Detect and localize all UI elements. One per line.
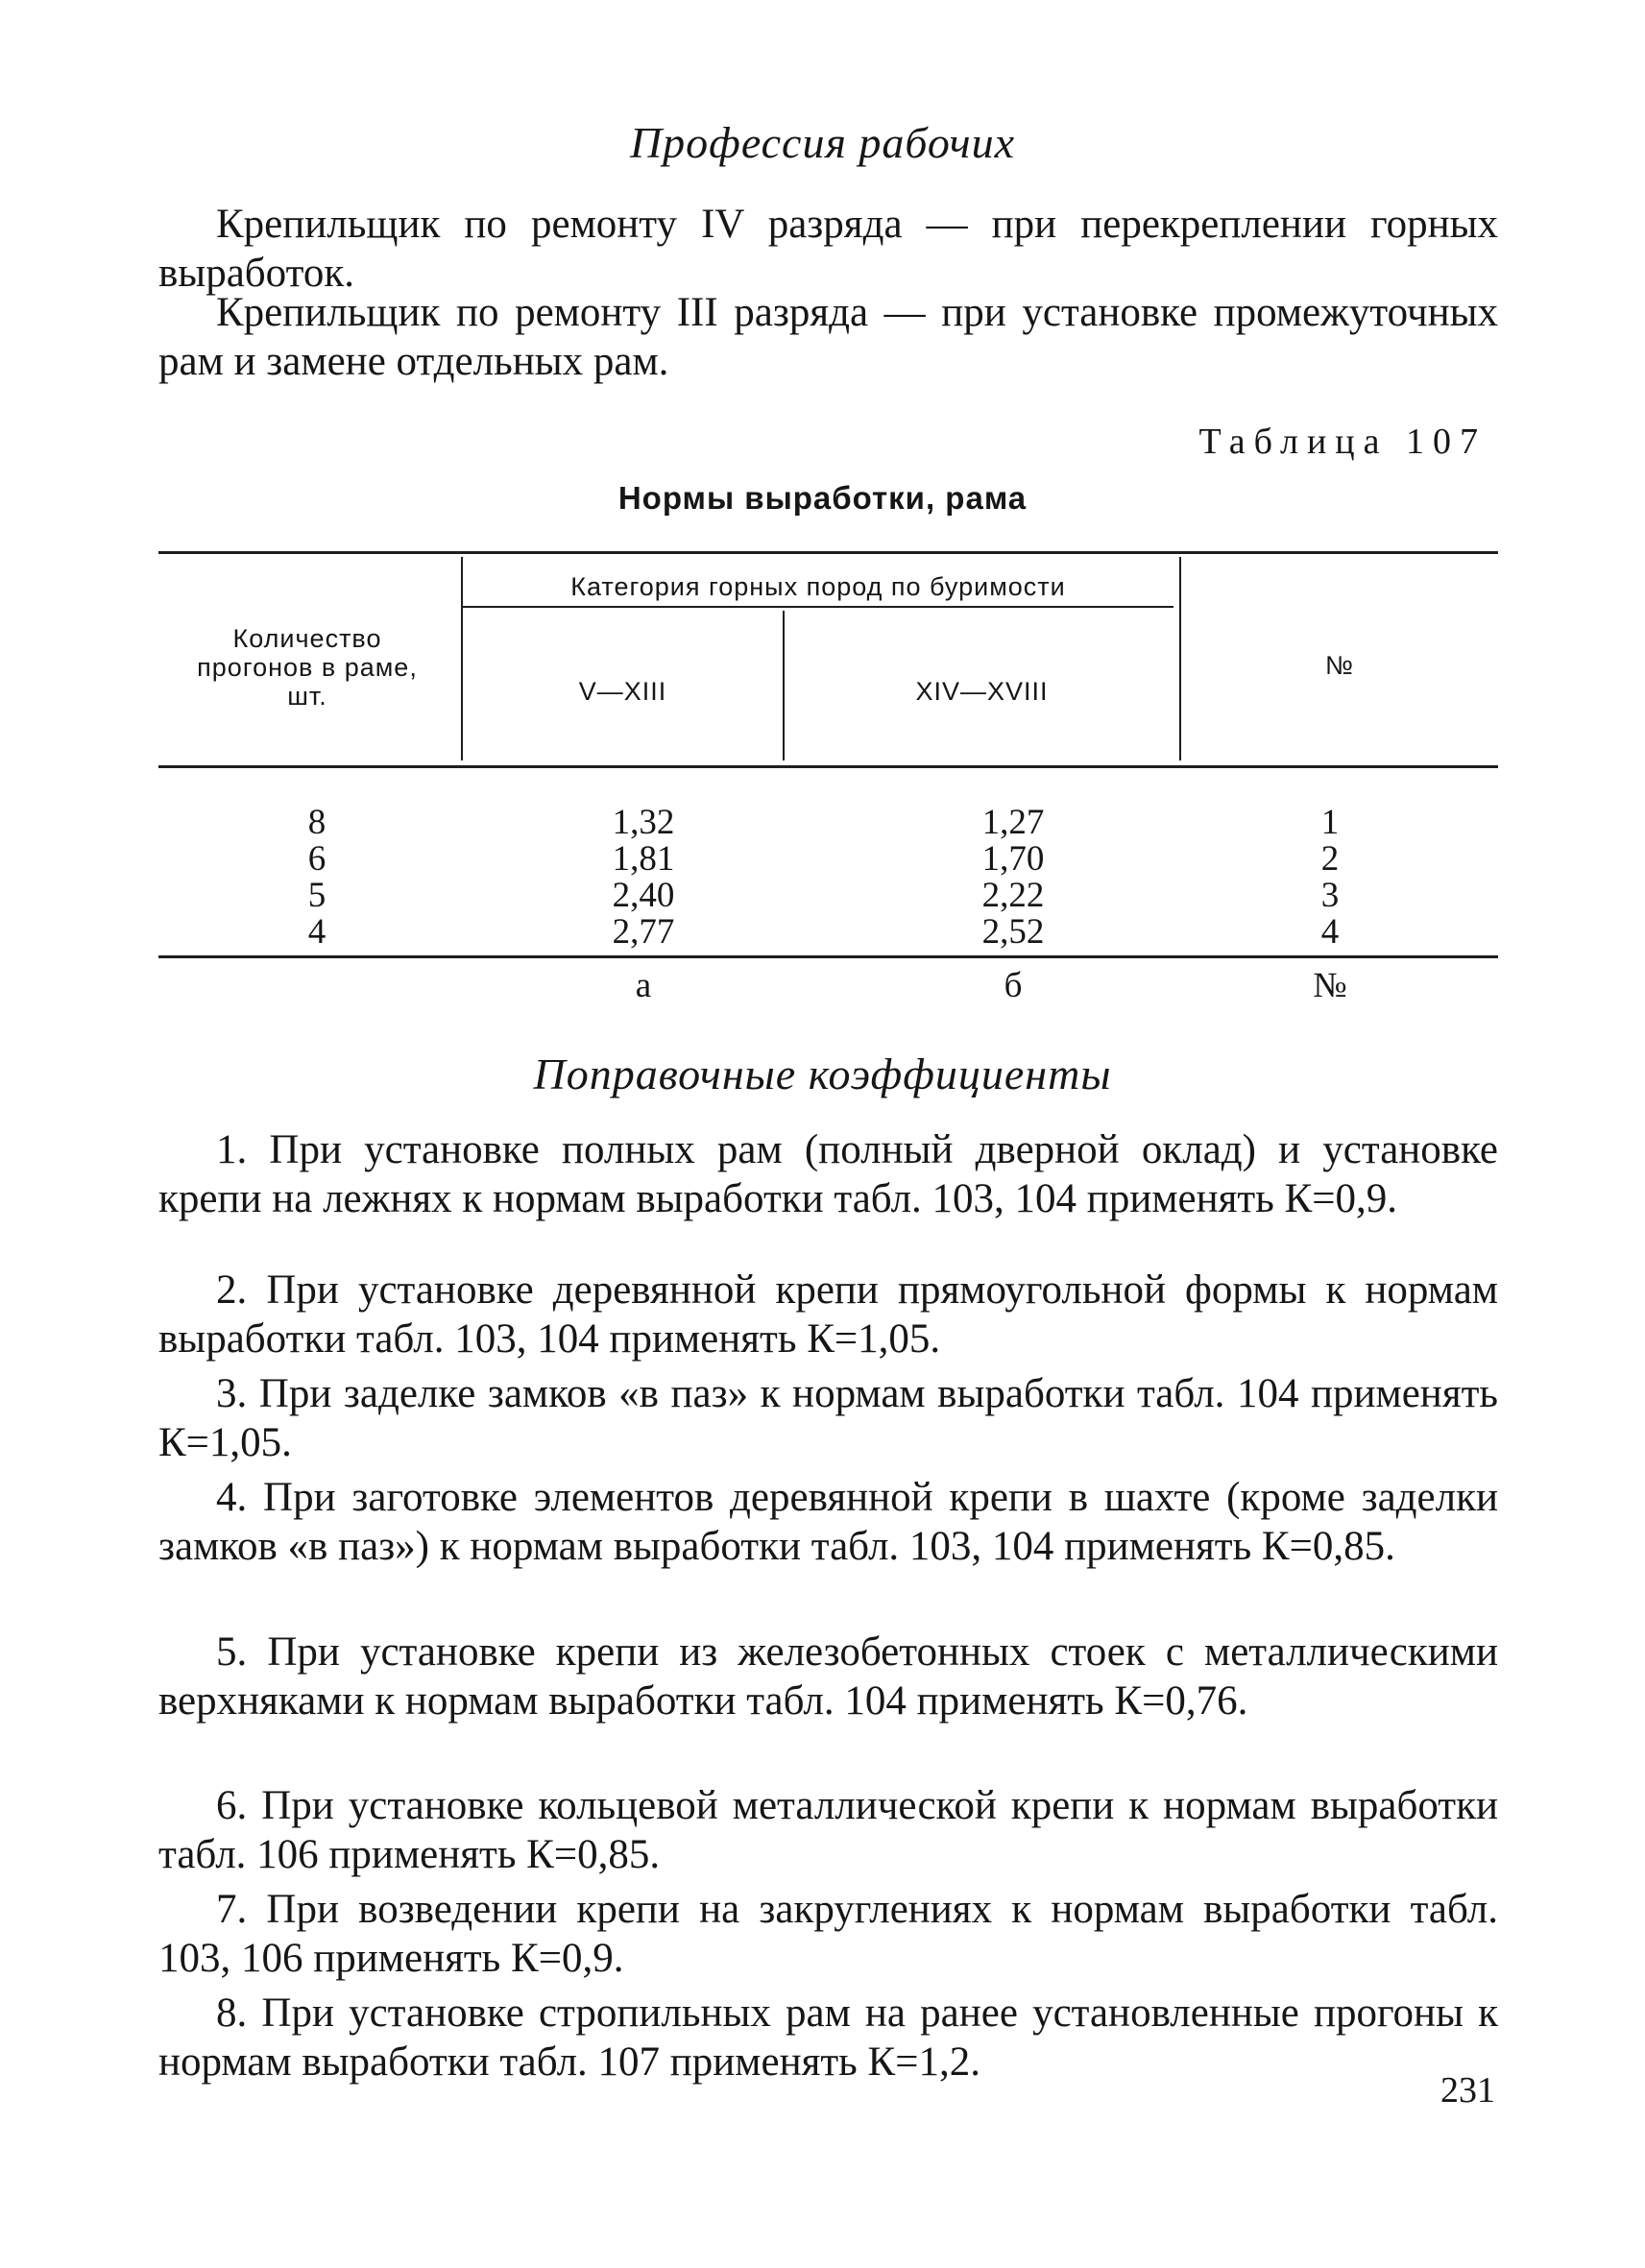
header-sub-v-xiii: V—XIII: [578, 677, 667, 706]
section-title-coefficients: Поправочные коэффициенты: [533, 1050, 1112, 1098]
list-item: 6. При установке кольцевой металлической крепи к нормам выработки табл. 106 применять К=0,85.: [158, 1783, 1498, 1877]
paragraph-profession-1: Крепильщик по ремонту IV разряда — при перекреплении горных выработок.: [158, 202, 1498, 296]
section-title-professions: Профессия рабочих: [629, 118, 1016, 167]
table-cell: 4: [1320, 912, 1340, 952]
list-item: 8. При установке стропильных рам на ранее установленные прогоны к нормам выработки табл. 107 применять К=1,2.: [158, 1991, 1498, 2085]
table-cell: 4: [307, 912, 327, 952]
table-cell: 1,32: [612, 803, 675, 842]
table-title: Нормы выработки, рама: [617, 480, 1028, 516]
table-label: Таблица 107: [1198, 422, 1487, 462]
table-cell: 2,22: [981, 876, 1045, 915]
column-count: [226, 805, 408, 951]
header-number: №: [1325, 651, 1354, 680]
header-category-group: Категория горных пород по буримости: [570, 572, 1066, 601]
table-group-rule: [463, 606, 1173, 608]
list-item: 2. При установке деревянной крепи прямоугольной формы к нормам выработки табл. 103, 104 применять К=1,05.: [158, 1267, 1498, 1362]
table-cell: 6: [307, 839, 327, 879]
table-cell: 5: [307, 876, 327, 915]
column-b: [907, 805, 1119, 951]
table-cell: 1,70: [981, 839, 1045, 879]
table-top-rule: [158, 551, 1498, 554]
column-a: [538, 805, 749, 951]
table-cell: 2,77: [612, 912, 675, 952]
header-count: Количество прогонов в раме, шт.: [197, 624, 418, 711]
table-cell: 2: [1320, 839, 1340, 879]
table-cell: 2,40: [612, 876, 675, 915]
table-cell: 8: [307, 803, 327, 842]
column-number: [1234, 805, 1426, 951]
table-header-rule: [158, 765, 1498, 768]
list-item: 4. При заготовке элементов деревянной крепи в шахте (кроме заделки замков «в паз») к нормам выработки табл. 103, 104 применять К=0,85.: [158, 1475, 1498, 1569]
header-sub-xiv-xviii: XIV—XVIII: [915, 677, 1049, 706]
footer-a: а: [635, 966, 652, 1005]
page-number: 231: [1440, 2070, 1495, 2111]
table-bottom-rule: [158, 955, 1498, 958]
list-item: 1. При установке полных рам (полный дверной оклад) и установке крепи на лежнях к нормам выработки табл. 103, 104 применять К=0,9.: [158, 1127, 1498, 1221]
table-cell: 1: [1320, 803, 1340, 842]
table-cell: 1,81: [612, 839, 675, 879]
footer-b: б: [1004, 966, 1023, 1005]
table-cell: 1,27: [981, 803, 1045, 842]
list-item: 7. При возведении крепи на закруглениях к нормам выработки табл. 103, 106 применять К=0,9.: [158, 1887, 1498, 1981]
footer-number: №: [1313, 966, 1347, 1005]
table-cell: 3: [1320, 876, 1340, 915]
paragraph-profession-2: Крепильщик по ремонту III разряда — при установке промежуточных рам и замене отдельных рам.: [158, 290, 1498, 384]
table-cell: 2,52: [981, 912, 1045, 952]
list-item: 3. При заделке замков «в паз» к нормам выработки табл. 104 применять К=1,05.: [158, 1371, 1498, 1465]
list-item: 5. При установке крепи из железобетонных стоек с металлическими верхняками к нормам выработки табл. 104 применять К=0,76.: [158, 1629, 1498, 1724]
